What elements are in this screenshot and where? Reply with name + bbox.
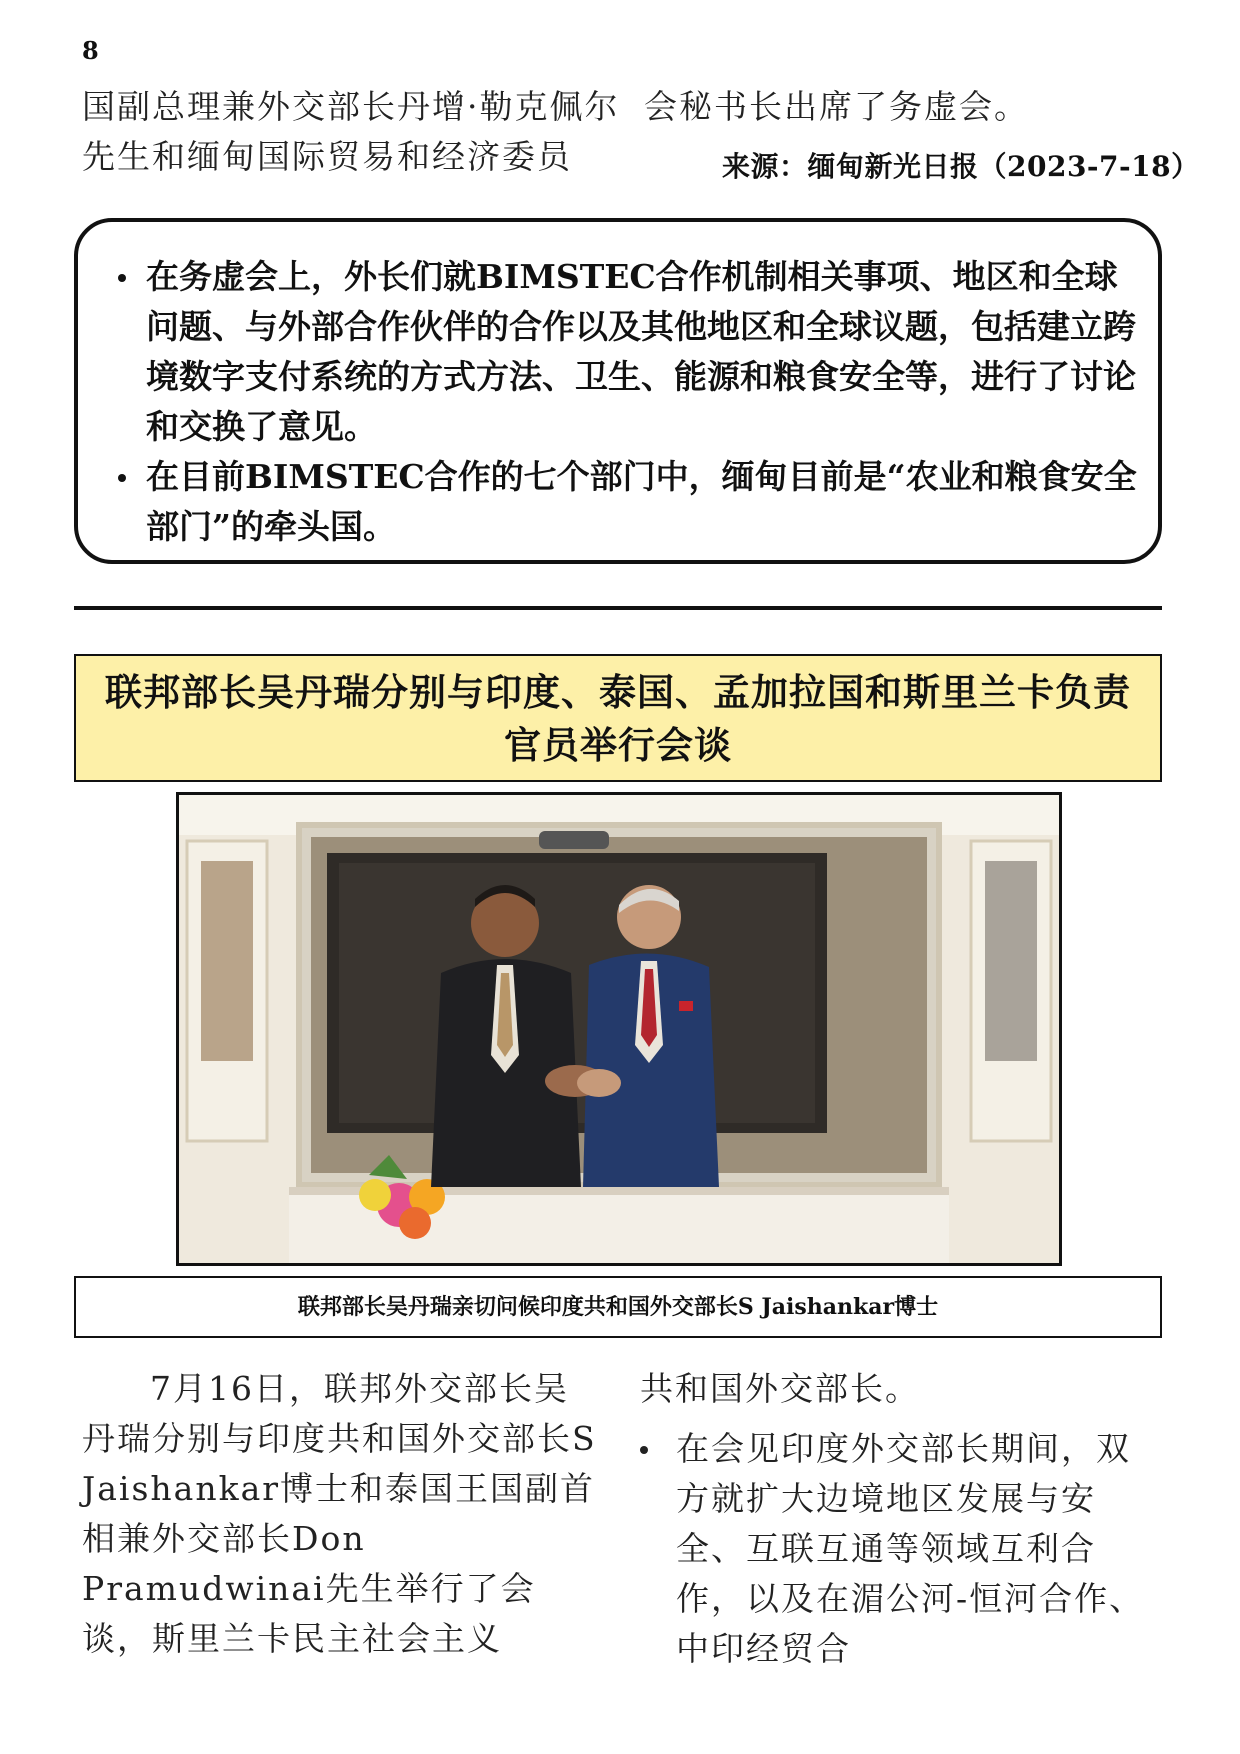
article-bullet <box>640 1424 1164 1674</box>
handshake-photo-illustration <box>179 795 1059 1263</box>
summary-bullet-list <box>100 252 1140 552</box>
section-divider <box>74 606 1162 610</box>
photo-caption: 联邦部长吴丹瑞亲切问候印度共和国外交部长S Jaishankar博士 <box>74 1276 1162 1338</box>
summary-bullet <box>100 452 1140 552</box>
article-paragraph-continued: 共和国外交部长。 <box>640 1369 920 1408</box>
article-bullet-text: 在会见印度外交部长期间，双方就扩大边境地区发展与安全、互联互通等领域互利合作，以及在湄公河-恒河合作、中印经贸合 <box>676 1429 1145 1668</box>
summary-bullet <box>100 252 1140 452</box>
article-photo <box>176 792 1062 1266</box>
article-body-left <box>82 1364 602 1664</box>
page-number: 8 <box>82 36 99 65</box>
summary-box <box>74 218 1162 564</box>
bullet-icon <box>118 474 126 482</box>
top-right-paragraph: 会秘书长出席了务虚会。 <box>644 87 1029 126</box>
source-line: 来源：缅甸新光日报（2023-7-18） <box>722 150 1200 183</box>
article-body-right <box>640 1364 1164 1674</box>
bullet-icon <box>118 274 126 282</box>
summary-bullet-text: 在目前BIMSTEC合作的七个部门中，缅甸目前是“农业和粮食安全部门”的牵头国。 <box>146 457 1137 546</box>
article-bullet-list <box>640 1424 1164 1674</box>
summary-bullet-text: 在务虚会上，外长们就BIMSTEC合作机制相关事项、地区和全球问题、与外部合作伙伴的合作以及其他地区和全球议题，包括建立跨境数字支付系统的方式方法、卫生、能源和粮食安全等，进行了讨论和交换了意见。 <box>146 257 1136 446</box>
article-paragraph: 7月16日，联邦外交部长吴丹瑞分别与印度共和国外交部长S Jaishankar博士和泰国王国副首相兼外交部长Don Pramudwinai先生举行了会谈，斯里兰卡民主社会主义 <box>82 1369 597 1658</box>
bullet-icon <box>640 1446 648 1454</box>
article-headline: 联邦部长吴丹瑞分别与印度、泰国、孟加拉国和斯里兰卡负责官员举行会谈 <box>74 654 1162 782</box>
top-left-paragraph: 国副总理兼外交部长丹增·勒克佩尔先生和缅甸国际贸易和经济委员 <box>82 87 620 176</box>
